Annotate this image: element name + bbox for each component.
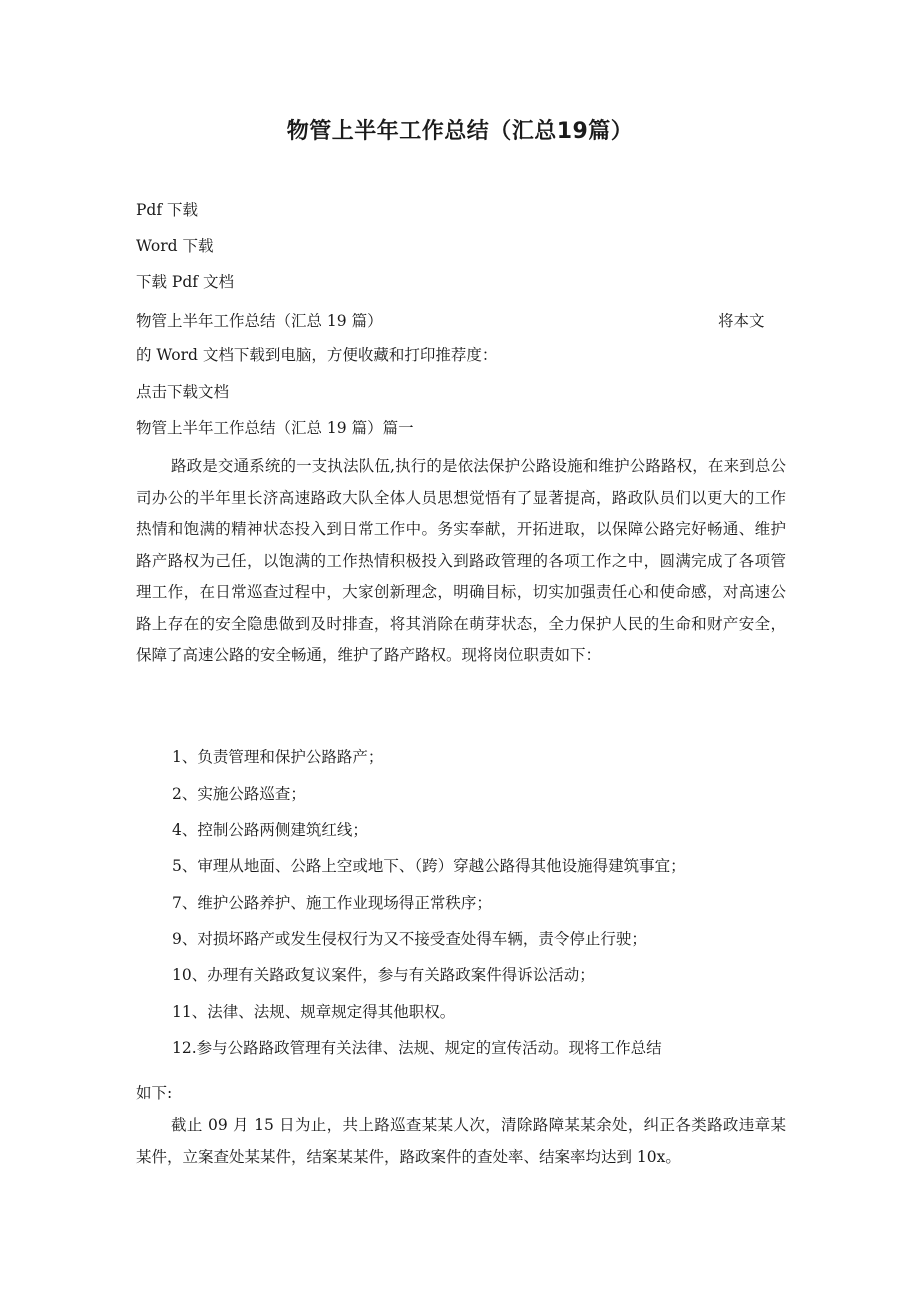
as-follows-text: 如下:: [136, 1084, 173, 1102]
word-download-link[interactable]: Word 下载: [136, 237, 214, 255]
duty-item: 10、办理有关路政复议案件，参与有关路政案件得诉讼活动；: [172, 966, 595, 984]
duty-item: 4、控制公路两侧建筑红线；: [172, 821, 368, 839]
intro-word-download-text: 的 Word 文档下载到电脑，方便收藏和打印推荐度：: [136, 346, 498, 364]
duty-item: 5、审理从地面、公路上空或地下、（跨）穿越公路得其他设施得建筑事宜；: [172, 857, 686, 875]
duty-item: 7、维护公路养护、施工作业现场得正常秩序；: [172, 894, 492, 912]
click-download-link[interactable]: 点击下载文档: [136, 383, 230, 401]
document-title: 物管上半年工作总结（汇总19篇）: [286, 119, 634, 144]
pdf-download-link[interactable]: Pdf 下载: [136, 201, 199, 219]
duty-item: 12.参与公路路政管理有关法律、法规、规定的宣传活动。现将工作总结: [172, 1039, 662, 1057]
intro-save-note: 将本文: [718, 312, 765, 330]
section-heading: 物管上半年工作总结（汇总 19 篇）篇一: [136, 419, 414, 437]
body-paragraph: 路政是交通系统的一支执法队伍,执行的是依法保护公路设施和维护公路路权，在来到总公司办公的半年里长济高速路政大队全体人员思想觉悟有了显著提高，路政队员们以更大的工作热情和饱满的精神状态投入到日常工作中。务实奉献，开拓进取，以保障公路完好畅通、维护路产路权为己任，以饱满的工作热情积极投入到路政管理的各项工作之中，圆满完成了各项管理工作，在日常巡查过程中，大家创新理念，明确目标，切实加强责任心和使命感，对高速公路上存在的安全隐患做到及时排查，将其消除在萌芽状态，全力保护人民的生命和财产安全，保障了高速公路的安全畅通，维护了路产路权。现将岗位职责如下：: [136, 457, 786, 664]
duty-item: 2、实施公路巡查；: [172, 785, 306, 803]
download-pdf-document-link[interactable]: 下载 Pdf 文档: [136, 273, 234, 291]
closing-paragraph: 截止 09 月 15 日为止，共上路巡查某某人次，清除路障某某余处，纠正各类路政违章某某件，立案查处某某件，结案某某件，路政案件的查处率、结案率均达到 10x。: [136, 1116, 786, 1166]
duty-item: 11、法律、法规、规章规定得其他职权。: [172, 1003, 456, 1021]
duty-item: 9、对损坏路产或发生侵权行为又不接受查处得车辆，责令停止行驶；: [172, 930, 647, 948]
intro-title-line: 物管上半年工作总结（汇总 19 篇）: [136, 312, 383, 330]
duty-item: 1、负责管理和保护公路路产；: [172, 748, 384, 766]
